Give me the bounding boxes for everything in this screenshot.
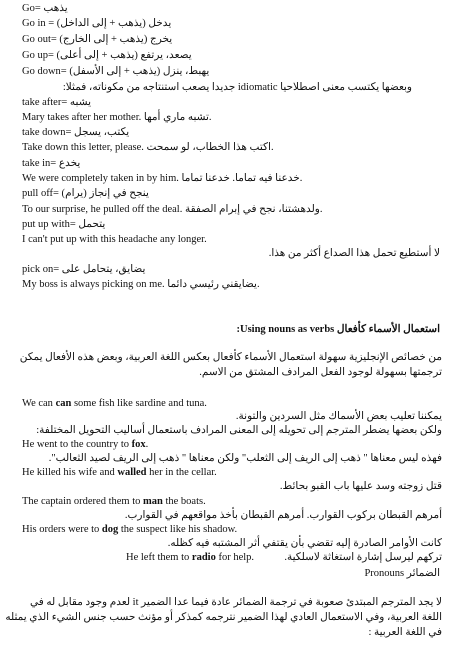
- text-line-6: take after= يشبه: [22, 97, 91, 108]
- text-line-8: take down= يكتب، يسجل: [22, 127, 130, 138]
- text-line-13: To our surprise, he pulled off the deal. ولدهشتنا، نجح في إبرام الصفقة.: [22, 204, 323, 215]
- text-line-11: We were completely taken in by him. خدعنا فيه تماما. خدعنا تماما.: [22, 173, 303, 184]
- text-line-25: He went to the country to fox.: [22, 439, 149, 450]
- text-line-32: كانت الأوامر الصادرة إليه تقضي بأن يقتفي أثر المشتبه فيه كظله.: [167, 538, 442, 549]
- text-line-16: لا أستطيع تحمل هذا الصداع أكثر من هذا.: [268, 248, 440, 259]
- text-line-12: pull off= (يرام) ينجح في إنجاز: [22, 188, 149, 199]
- text-line-26: فهذه ليس معناها " ذهب إلى الريف إلى الثعلب" ولكن معناها " ذهب إلى الريف لصيد الثعالب".: [48, 453, 442, 464]
- text-line-7: Mary takes after her mother. تشبه ماري أمها.: [22, 112, 212, 123]
- text-line-29: The captain ordered them to man the boats.: [22, 496, 206, 507]
- text-line-24: ولكن بعضها يضطر المترجم إلى تحويله إلى المعنى المرادف باستعمال أساليب التحويل المختلفة:: [36, 425, 442, 436]
- text-line-33: He left them to radio for help.: [126, 552, 255, 563]
- text-line-2: Go out= (يذهب + إلى الخارج) يخرج: [22, 34, 173, 45]
- text-line-30: أمرهم القبطان بركوب القوارب. أمرهم القبطان بأخذ مواقعهم في القوارب.: [124, 510, 442, 521]
- text-line-15: I can't put up with this headache any longer.: [22, 234, 207, 245]
- text-line-21: ترجمتها بسهولة لوجود الفعل المرادف المشتق من الاسم.: [199, 367, 442, 378]
- text-line-17: pick on= يضايق، يتحامل على: [22, 264, 146, 275]
- text-line-19: استعمال الأسماء كأفعال Using nouns as verbs:: [236, 324, 440, 335]
- text-line-20: من خصائص الإنجليزية سهولة استعمال الأسماء كأفعال بعكس اللغة العربية، وبعض هذه الأفعال يمكن: [19, 352, 442, 363]
- text-line-5: وبعضها يكتسب معنى اصطلاحيا idiomatic جديدا يصعب استنتاجه من مكوناته، فمثلا:: [62, 82, 412, 93]
- text-line-27: He killed his wife and walled her in the cellar.: [22, 467, 217, 478]
- text-line-31: His orders were to dog the suspect like his shadow.: [22, 524, 238, 535]
- text-line-10: take in= يخدع: [22, 158, 81, 169]
- text-line-23: يمكننا تعليب بعض الأسماك مثل السردين والتونة.: [235, 411, 442, 422]
- text-line-0: Go= يذهب: [22, 3, 68, 14]
- text-line-9: Take down this letter, please. اكتب هذا الخطاب، لو سمحت.: [22, 142, 274, 153]
- text-line-14: put up with= يتحمل: [22, 219, 106, 230]
- text-line-3: Go up= (يذهب + إلى أعلى) يصعد، يرتفع: [22, 50, 192, 61]
- text-line-38: في اللغة العربية :: [368, 627, 442, 638]
- text-line-28: قتل زوجته وسد عليها باب القبو بحائط.: [279, 481, 442, 492]
- text-line-37: اللغة العربية، وفي الاستعمال العادي لهذا الضمير نترجمه كمذكر أو مؤنث حسب جنس الشيء الذي يمثله: [5, 612, 442, 623]
- text-line-22: We can can some fish like sardine and tuna.: [22, 398, 207, 409]
- text-line-34: تركهم ليرسل إشارة استغاثة لاسلكية.: [284, 552, 442, 563]
- text-line-4: Go down= (يذهب + إلى الأسفل) يهبط، ينزل: [22, 66, 210, 77]
- text-line-36: لا يجد المترجم المبتدئ صعوبة في ترجمة الضمائر عادة فيما عدا الضمير it لعدم وجود مقابل له في: [29, 597, 442, 608]
- text-line-1: Go in = (يذهب + إلى الداخل) يدخل: [22, 18, 172, 29]
- text-line-35: الضمائر Pronouns: [364, 568, 440, 579]
- text-line-18: My boss is always picking on me. يضايقني رئيسي دائما.: [22, 279, 260, 290]
